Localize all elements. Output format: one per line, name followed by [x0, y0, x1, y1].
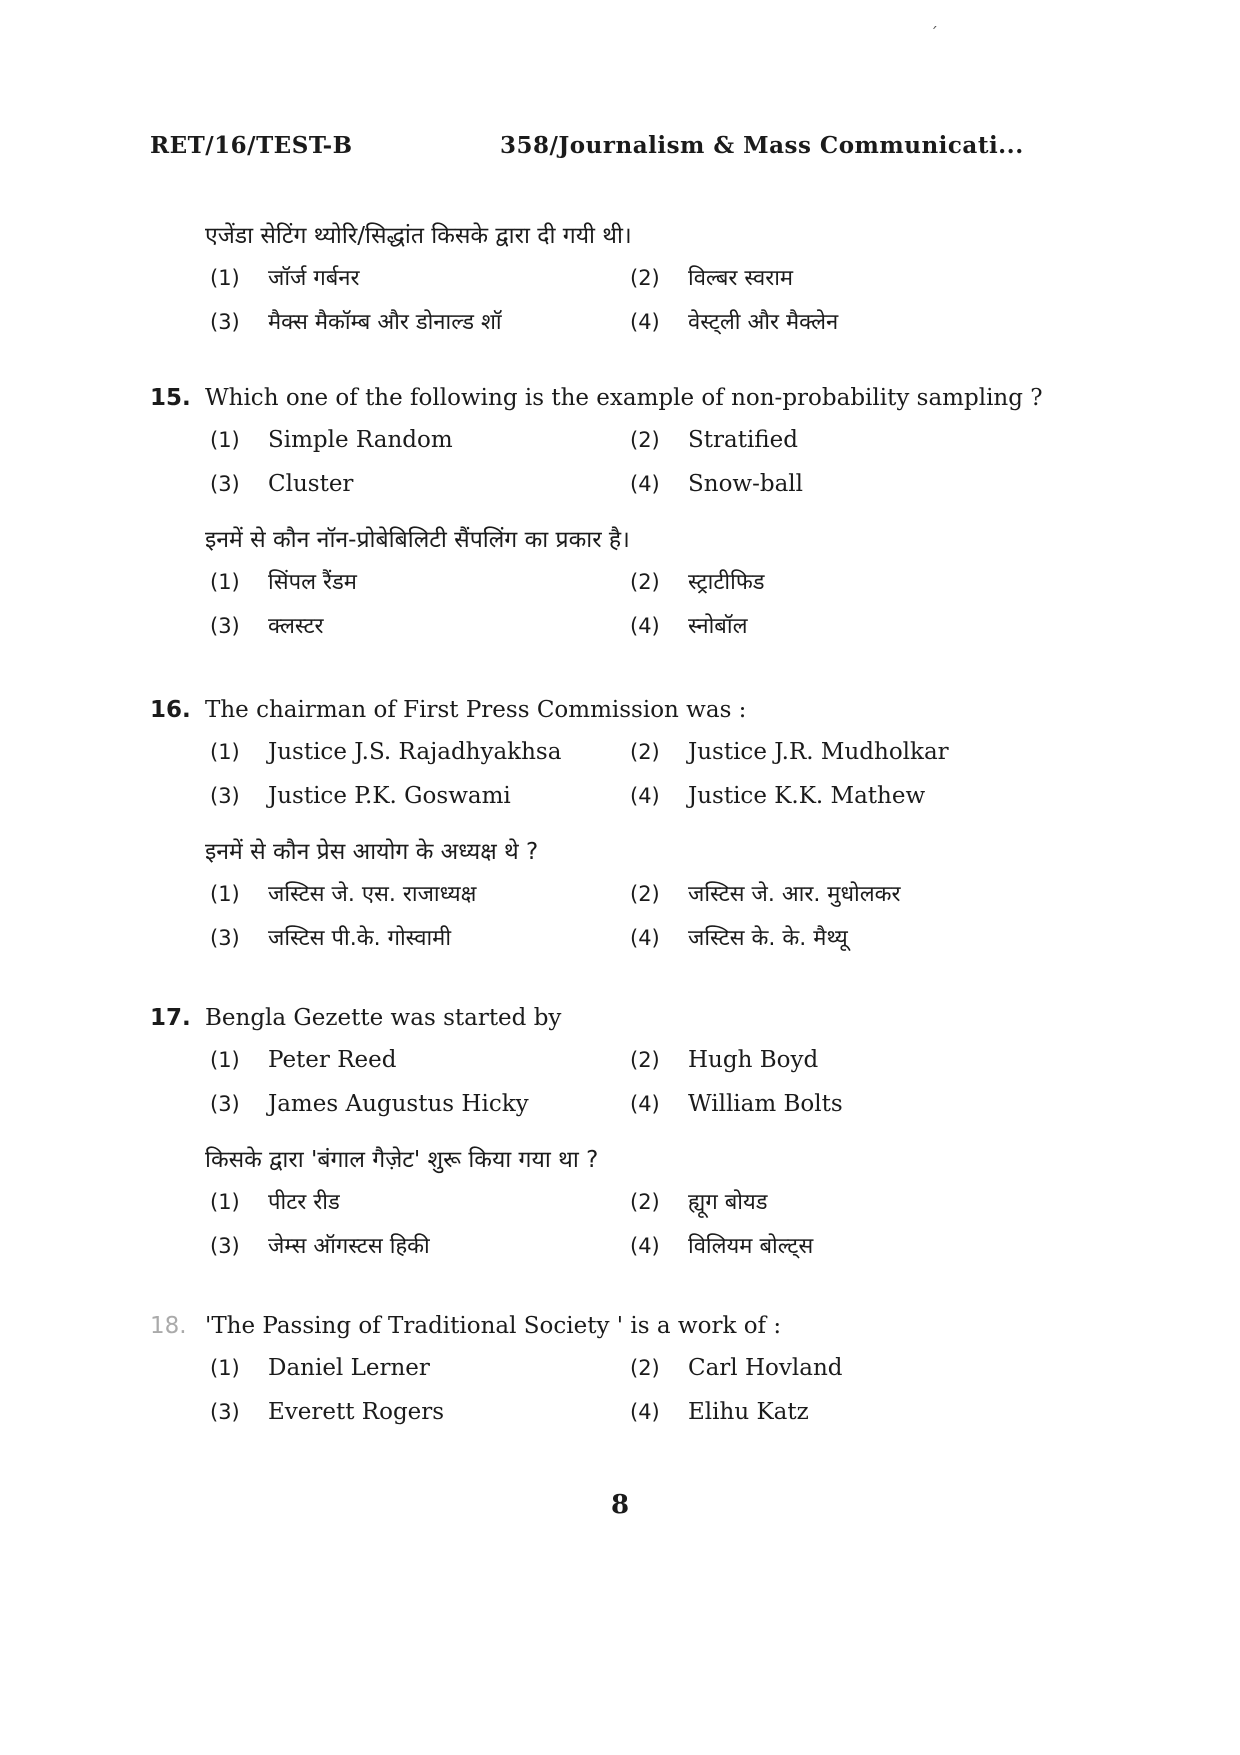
options-row: [150, 1224, 1070, 1268]
question-stem-hindi: किसके द्वारा 'बंगाल गैज़ेट' शुरू किया गया था ?: [205, 1147, 599, 1173]
question-number: 17.: [150, 1005, 191, 1031]
option-4-hindi: (4) विलियम बोल्ट्स: [630, 1234, 814, 1259]
subject-title: 358/Journalism & Mass Communicati...: [500, 132, 1024, 159]
option-4: (4) वेस्ट्ली और मैक्लेन: [630, 310, 839, 335]
option-2: (2) Carl Hovland: [630, 1355, 843, 1381]
option-2-hindi: (2) ह्यूग बोयड: [630, 1190, 768, 1215]
option-3: (3) मैक्स मैकॉम्ब और डोनाल्ड शॉ: [210, 310, 502, 335]
question-15: [150, 378, 1070, 648]
options-row: [150, 1082, 1070, 1126]
option-3: (3) James Augustus Hicky: [210, 1091, 529, 1117]
options-row: [150, 774, 1070, 818]
option-4-hindi: (4) स्नोबॉल: [630, 614, 748, 639]
option-4: (4) Snow-ball: [630, 471, 804, 497]
options-row: [150, 256, 1070, 300]
option-3-hindi: (3) क्लस्टर: [210, 614, 324, 639]
option-3-hindi: (3) जेम्स ऑगस्टस हिकी: [210, 1234, 430, 1259]
options-row: [150, 560, 1070, 604]
options-row: [150, 730, 1070, 774]
option-3: (3) Cluster: [210, 471, 354, 497]
scan-mark: ´: [930, 24, 938, 43]
options-row: [150, 604, 1070, 648]
question-16: [150, 690, 1070, 960]
option-1-hindi: (1) पीटर रीड: [210, 1190, 340, 1215]
option-1: (1) Peter Reed: [210, 1047, 397, 1073]
question-number: 15.: [150, 385, 191, 411]
options-row: [150, 418, 1070, 462]
option-2: (2) विल्बर स्वराम: [630, 266, 794, 291]
question-14-hindi: [150, 216, 1070, 344]
question-18: [150, 1306, 1070, 1434]
options-row: [150, 916, 1070, 960]
option-1-hindi: (1) सिंपल रैंडम: [210, 570, 357, 595]
option-4-hindi: (4) जस्टिस के. के. मैथ्यू: [630, 926, 848, 951]
option-4: (4) William Bolts: [630, 1091, 843, 1117]
options-row: [150, 1180, 1070, 1224]
page-number: 8: [610, 1490, 630, 1520]
option-3: (3) Justice P.K. Goswami: [210, 783, 511, 809]
options-row: [150, 462, 1070, 506]
option-2: (2) Hugh Boyd: [630, 1047, 819, 1073]
question-stem: The chairman of First Press Commission was :: [205, 697, 747, 723]
option-2-hindi: (2) स्ट्राटीफिड: [630, 570, 765, 595]
question-number: 16.: [150, 697, 191, 723]
option-4: (4) Elihu Katz: [630, 1399, 809, 1425]
option-2-hindi: (2) जस्टिस जे. आर. मुधोलकर: [630, 882, 901, 907]
option-1: (1) Daniel Lerner: [210, 1355, 430, 1381]
question-stem-hindi: इनमें से कौन प्रेस आयोग के अध्यक्ष थे ?: [205, 839, 539, 865]
paper-code: RET/16/TEST-B: [150, 132, 353, 159]
options-row: [150, 872, 1070, 916]
question-stem: Bengla Gezette was started by: [205, 1005, 562, 1031]
option-2: (2) Justice J.R. Mudholkar: [630, 739, 949, 765]
option-1-hindi: (1) जस्टिस जे. एस. राजाध्यक्ष: [210, 882, 477, 907]
options-row: [150, 300, 1070, 344]
options-row: [150, 1346, 1070, 1390]
question-stem: 'The Passing of Traditional Society ' is a work of :: [205, 1313, 782, 1339]
option-3: (3) Everett Rogers: [210, 1399, 445, 1425]
options-row: [150, 1038, 1070, 1082]
question-number: 18.: [150, 1313, 187, 1339]
options-row: [150, 1390, 1070, 1434]
option-4: (4) Justice K.K. Mathew: [630, 783, 926, 809]
question-stem: एजेंडा सेटिंग थ्योरि/सिद्धांत किसके द्वारा दी गयी थी।: [205, 223, 632, 249]
option-2: (2) Stratified: [630, 427, 798, 453]
question-stem-hindi: इनमें से कौन नॉन-प्रोबेबिलिटी सैंपलिंग का प्रकार है।: [205, 527, 630, 553]
option-1: (1) जॉर्ज गर्बनर: [210, 266, 360, 291]
question-stem: Which one of the following is the example of non-probability sampling ?: [205, 385, 1043, 411]
option-1: (1) Justice J.S. Rajadhyakhsa: [210, 739, 562, 765]
option-1: (1) Simple Random: [210, 427, 453, 453]
option-3-hindi: (3) जस्टिस पी.के. गोस्वामी: [210, 926, 452, 951]
question-17: [150, 998, 1070, 1268]
